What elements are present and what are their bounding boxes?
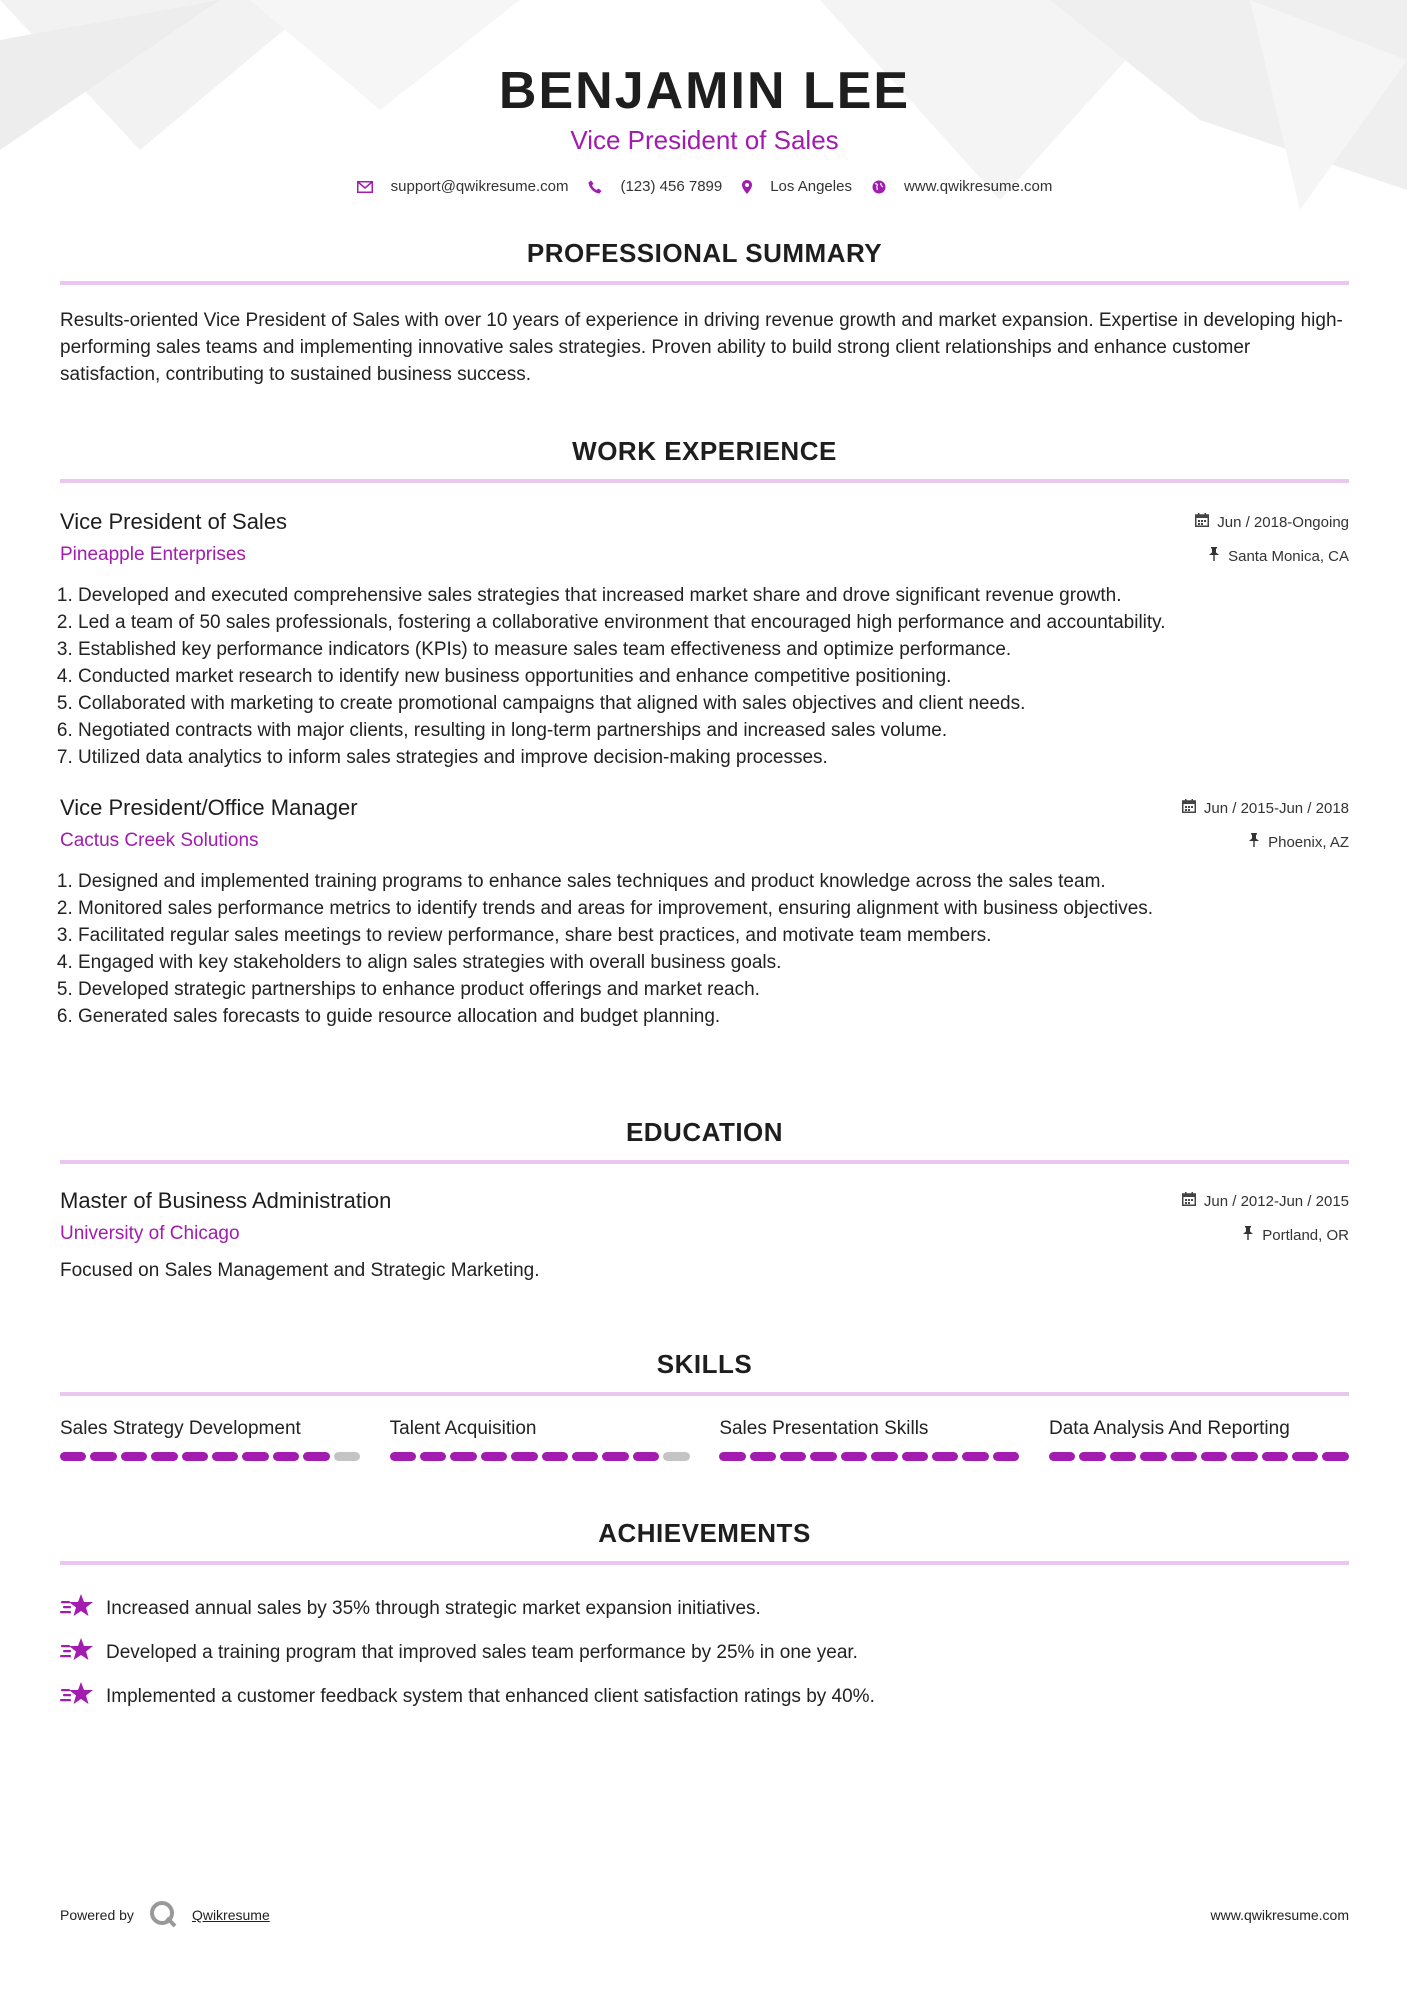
achievements-section: [60, 1518, 1349, 1719]
shooting-star-icon: [60, 1636, 94, 1670]
skill-dot-filled: [1292, 1452, 1318, 1461]
skill-level-bar: [390, 1452, 690, 1461]
work-experience-section: [60, 436, 1349, 1030]
job-company: Pineapple Enterprises: [60, 544, 246, 565]
work-heading: WORK EXPERIENCE: [572, 436, 837, 466]
achievement-item: [60, 1675, 1349, 1719]
duty-item: 4. Engaged with key stakeholders to align sales strategies with overall business goals.: [78, 949, 1349, 976]
calendar-icon: [1182, 799, 1196, 817]
job-duties: [60, 582, 1349, 771]
skill-dot-filled: [151, 1452, 177, 1461]
job-title: Vice President/Office Manager: [60, 795, 358, 820]
job-date: [1195, 513, 1349, 531]
education-heading: EDUCATION: [625, 1117, 784, 1147]
skill-dot-filled: [1201, 1452, 1227, 1461]
calendar-icon: [1182, 1192, 1196, 1210]
education-location-text: Portland, OR: [1262, 1226, 1349, 1244]
job-title: Vice President of Sales: [60, 509, 288, 534]
resume-page: [60, 0, 1349, 1707]
skill-dot-filled: [633, 1452, 659, 1461]
duty-item: 1. Developed and executed comprehensive sales strategies that increased market share and drove significant revenue growth.: [78, 582, 1349, 609]
skill-dot-filled: [1322, 1452, 1348, 1461]
skill-item: [390, 1416, 690, 1461]
job-date-text: Jun / 2015-Jun / 2018: [1203, 799, 1349, 817]
skill-dot-filled: [602, 1452, 628, 1461]
section-divider: [60, 281, 1349, 285]
skill-dot-filled: [719, 1452, 745, 1461]
shooting-star-icon: [60, 1592, 94, 1626]
skill-level-bar: [1049, 1452, 1349, 1461]
skills-row: [60, 1416, 1349, 1461]
job-company: Cactus Creek Solutions: [60, 830, 259, 851]
contact-email[interactable]: [357, 178, 569, 195]
skill-dot-filled: [1110, 1452, 1136, 1461]
skill-dot-filled: [1231, 1452, 1257, 1461]
education-description: Focused on Sales Management and Strategic Marketing.: [60, 1260, 540, 1281]
contact-location-text: Los Angeles: [770, 178, 852, 195]
skill-dot-empty: [334, 1452, 360, 1461]
section-divider: [60, 1561, 1349, 1565]
summary-heading: PROFESSIONAL SUMMARY: [526, 238, 883, 268]
achievement-item: [60, 1631, 1349, 1675]
calendar-icon: [1195, 513, 1209, 531]
summary-text: Results-oriented Vice President of Sales with over 10 years of experience in driving revenue growth and market expansion. Expertise in developing high-performing sales teams and implementing innovative sales strategies. Proven ability to build strong client relationships and enhance customer satisfaction, contributing to sustained business success.: [60, 310, 1343, 385]
skill-dot-filled: [1140, 1452, 1166, 1461]
section-divider: [60, 1392, 1349, 1396]
skill-dot-filled: [993, 1452, 1019, 1461]
skill-dot-filled: [450, 1452, 476, 1461]
globe-icon: [872, 180, 886, 194]
qwikresume-link[interactable]: Qwikresume: [191, 1907, 270, 1923]
skill-dot-filled: [182, 1452, 208, 1461]
duty-item: 7. Utilized data analytics to inform sales strategies and improve decision-making processes.: [78, 744, 1349, 771]
resume-header: [60, 0, 1349, 195]
skill-dot-filled: [90, 1452, 116, 1461]
achievement-text: Developed a training program that improved sales team performance by 25% in one year.: [106, 1642, 858, 1663]
page-footer: [60, 1900, 1349, 1930]
skill-dot-filled: [810, 1452, 836, 1461]
education-section: [60, 1117, 1349, 1284]
skill-dot-filled: [841, 1452, 867, 1461]
job-location-text: Santa Monica, CA: [1228, 547, 1349, 565]
job-entry: [60, 507, 1349, 771]
powered-by: [60, 1899, 270, 1932]
duty-item: 6. Negotiated contracts with major clients, resulting in long-term partnerships and increased sales volume.: [78, 717, 1349, 744]
duty-item: 2. Led a team of 50 sales professionals, fostering a collaborative environment that encouraged high performance and accountability.: [78, 609, 1349, 636]
education-date-text: Jun / 2012-Jun / 2015: [1203, 1192, 1349, 1210]
duty-item: 3. Established key performance indicators (KPIs) to measure sales team effectiveness and optimize performance.: [78, 636, 1349, 663]
contact-phone-text: (123) 456 7899: [620, 178, 723, 195]
contact-location: [742, 178, 852, 195]
shooting-star-icon: [60, 1680, 94, 1714]
powered-by-label: Powered by: [60, 1907, 134, 1923]
skill-name: Data Analysis And Reporting: [1048, 1418, 1290, 1439]
skill-dot-filled: [1171, 1452, 1197, 1461]
skill-dot-filled: [60, 1452, 86, 1461]
pushpin-icon: [1248, 833, 1260, 851]
skill-name: Sales Presentation Skills: [719, 1418, 929, 1439]
map-pin-icon: [742, 180, 752, 194]
skill-dot-filled: [750, 1452, 776, 1461]
achievement-text: Implemented a customer feedback system that enhanced client satisfaction ratings by 40%.: [106, 1686, 875, 1707]
skill-dot-filled: [273, 1452, 299, 1461]
skill-dot-filled: [962, 1452, 988, 1461]
skill-name: Sales Strategy Development: [60, 1418, 301, 1439]
contact-phone[interactable]: [588, 178, 722, 195]
candidate-name: BENJAMIN LEE: [498, 62, 911, 120]
skill-dot-filled: [390, 1452, 416, 1461]
contact-email-text: support@qwikresume.com: [390, 178, 569, 195]
skill-dot-filled: [871, 1452, 897, 1461]
skill-level-bar: [719, 1452, 1019, 1461]
envelope-icon: [357, 181, 373, 193]
skill-dot-filled: [572, 1452, 598, 1461]
skill-dot-filled: [780, 1452, 806, 1461]
skill-item: [719, 1416, 1019, 1461]
education-entry: [60, 1186, 1349, 1284]
skill-dot-filled: [1079, 1452, 1105, 1461]
job-entry: [60, 793, 1349, 1030]
skills-section: [60, 1349, 1349, 1461]
skills-heading: SKILLS: [656, 1349, 753, 1379]
skill-dot-filled: [481, 1452, 507, 1461]
skill-dot-filled: [511, 1452, 537, 1461]
achievement-item: [60, 1587, 1349, 1631]
skill-dot-filled: [932, 1452, 958, 1461]
duty-item: 2. Monitored sales performance metrics to identify trends and areas for improvement, ensuring alignment with business objectives.: [78, 895, 1349, 922]
job-location: [1208, 547, 1349, 565]
skill-dot-empty: [663, 1452, 689, 1461]
achievement-text: Increased annual sales by 35% through strategic market expansion initiatives.: [106, 1598, 761, 1619]
summary-section: [60, 238, 1349, 388]
achievements-list: [60, 1587, 1349, 1719]
phone-icon: [588, 180, 602, 194]
section-divider: [60, 1160, 1349, 1164]
contact-bar: [60, 178, 1349, 195]
candidate-role: Vice President of Sales: [570, 125, 839, 155]
job-date: [1182, 799, 1349, 817]
pushpin-icon: [1242, 1226, 1254, 1244]
job-duties: [60, 868, 1349, 1030]
job-date-text: Jun / 2018-Ongoing: [1217, 513, 1349, 531]
duty-item: 5. Developed strategic partnerships to enhance product offerings and market reach.: [78, 976, 1349, 1003]
skill-dot-filled: [902, 1452, 928, 1461]
skill-level-bar: [60, 1452, 360, 1461]
duty-item: 1. Designed and implemented training programs to enhance sales techniques and product knowledge across the sales team.: [78, 868, 1349, 895]
contact-website-text: www.qwikresume.com: [903, 178, 1053, 195]
education-location: [1242, 1226, 1349, 1244]
school-name: University of Chicago: [60, 1223, 240, 1244]
skill-item: [1049, 1416, 1349, 1461]
skill-dot-filled: [542, 1452, 568, 1461]
duty-item: 6. Generated sales forecasts to guide resource allocation and budget planning.: [78, 1003, 1349, 1030]
qwikresume-logo-icon: [148, 1899, 178, 1932]
job-location: [1248, 833, 1349, 851]
section-divider: [60, 479, 1349, 483]
skill-dot-filled: [121, 1452, 147, 1461]
achievements-heading: ACHIEVEMENTS: [598, 1518, 811, 1548]
skill-dot-filled: [420, 1452, 446, 1461]
skill-item: [60, 1416, 360, 1461]
skill-dot-filled: [1262, 1452, 1288, 1461]
skill-name: Talent Acquisition: [389, 1418, 537, 1439]
duty-item: 5. Collaborated with marketing to create promotional campaigns that aligned with sales objectives and client needs.: [78, 690, 1349, 717]
degree-title: Master of Business Administration: [60, 1188, 392, 1213]
pushpin-icon: [1208, 547, 1220, 565]
job-location-text: Phoenix, AZ: [1268, 833, 1349, 851]
education-date: [1182, 1192, 1349, 1210]
contact-website[interactable]: [872, 178, 1052, 195]
skill-dot-filled: [242, 1452, 268, 1461]
skill-dot-filled: [303, 1452, 329, 1461]
skill-dot-filled: [212, 1452, 238, 1461]
duty-item: 4. Conducted market research to identify new business opportunities and enhance competitive positioning.: [78, 663, 1349, 690]
duty-item: 3. Facilitated regular sales meetings to review performance, share best practices, and motivate team members.: [78, 922, 1349, 949]
footer-website[interactable]: www.qwikresume.com: [1210, 1907, 1349, 1923]
skill-dot-filled: [1049, 1452, 1075, 1461]
